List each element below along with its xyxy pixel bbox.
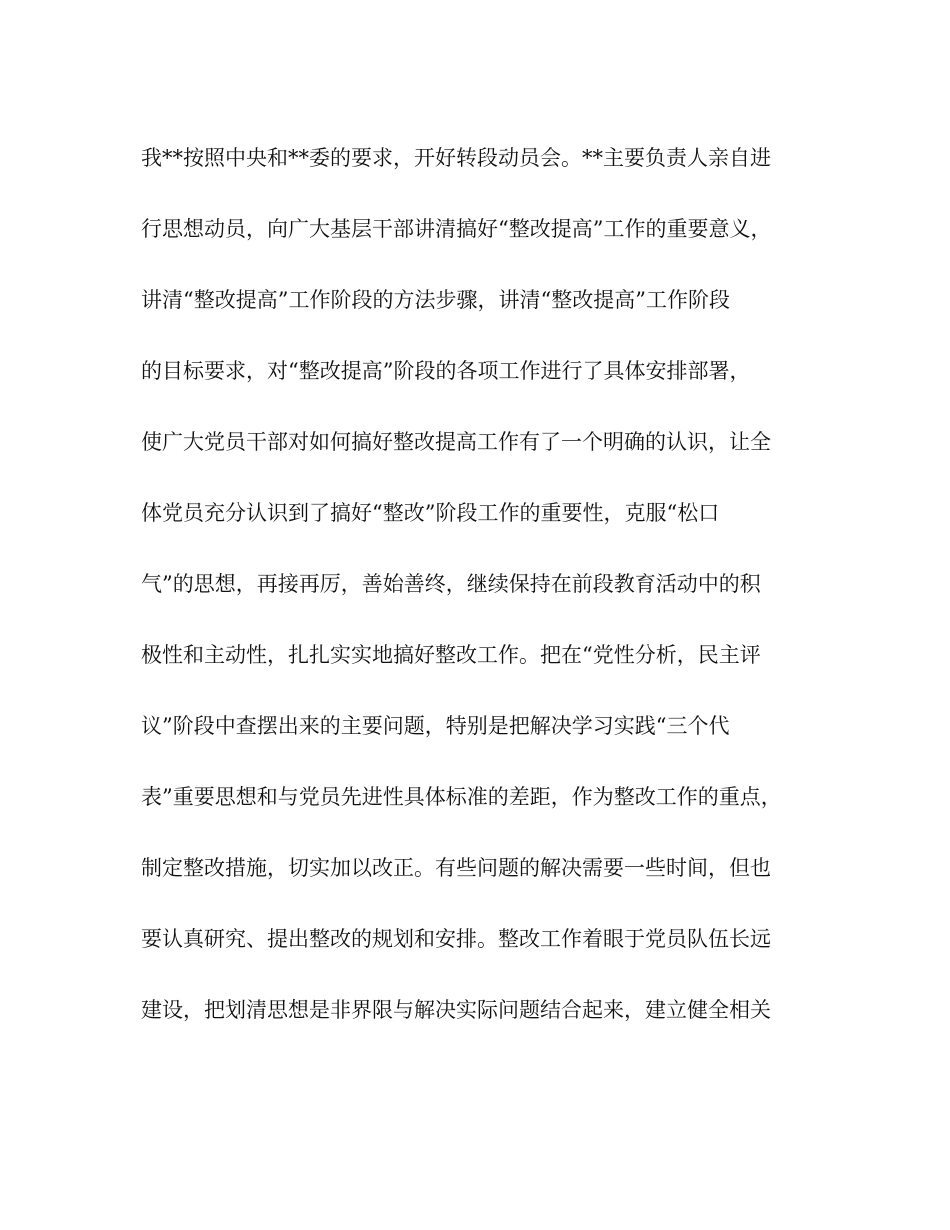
text-line-8: 极性和主动性，扎扎实实地搞好整改工作。把在“党性分析，民主评 xyxy=(141,643,761,667)
text-line-5: 使广大党员干部对如何搞好整改提高工作有了一个明确的认识，让全 xyxy=(141,430,771,454)
text-line-3: 讲清“整改提高”工作阶段的方法步骤，讲清“整改提高”工作阶段 xyxy=(141,288,730,312)
text-line-4: 的目标要求，对“整改提高”阶段的各项工作进行了具体安排部署， xyxy=(141,359,751,383)
text-line-13: 建设，把划清思想是非界限与解决实际问题结合起来，建立健全相关 xyxy=(141,998,771,1022)
text-line-9: 议”阶段中查摆出来的主要问题，特别是把解决学习实践“三个代 xyxy=(141,714,730,738)
text-line-12: 要认真研究、提出整改的规划和安排。整改工作着眼于党员队伍长远 xyxy=(141,927,771,951)
document-body xyxy=(141,137,821,1060)
text-line-11: 制定整改措施，切实加以改正。有些问题的解决需要一些时间，但也 xyxy=(141,856,771,880)
text-line-6: 体党员充分认识到了搞好“整改”阶段工作的重要性，克服“松口 xyxy=(141,501,720,525)
text-line-10: 表”重要思想和与党员先进性具体标准的差距，作为整改工作的重点， xyxy=(141,785,782,809)
text-line-7: 气”的思想，再接再厉，善始善终，继续保持在前段教育活动中的积 xyxy=(141,572,761,596)
text-line-2: 行思想动员，向广大基层干部讲清搞好“整改提高”工作的重要意义， xyxy=(141,217,772,241)
text-line-1: 我**按照中央和**委的要求，开好转段动员会。**主要负责人亲自进 xyxy=(141,146,771,170)
